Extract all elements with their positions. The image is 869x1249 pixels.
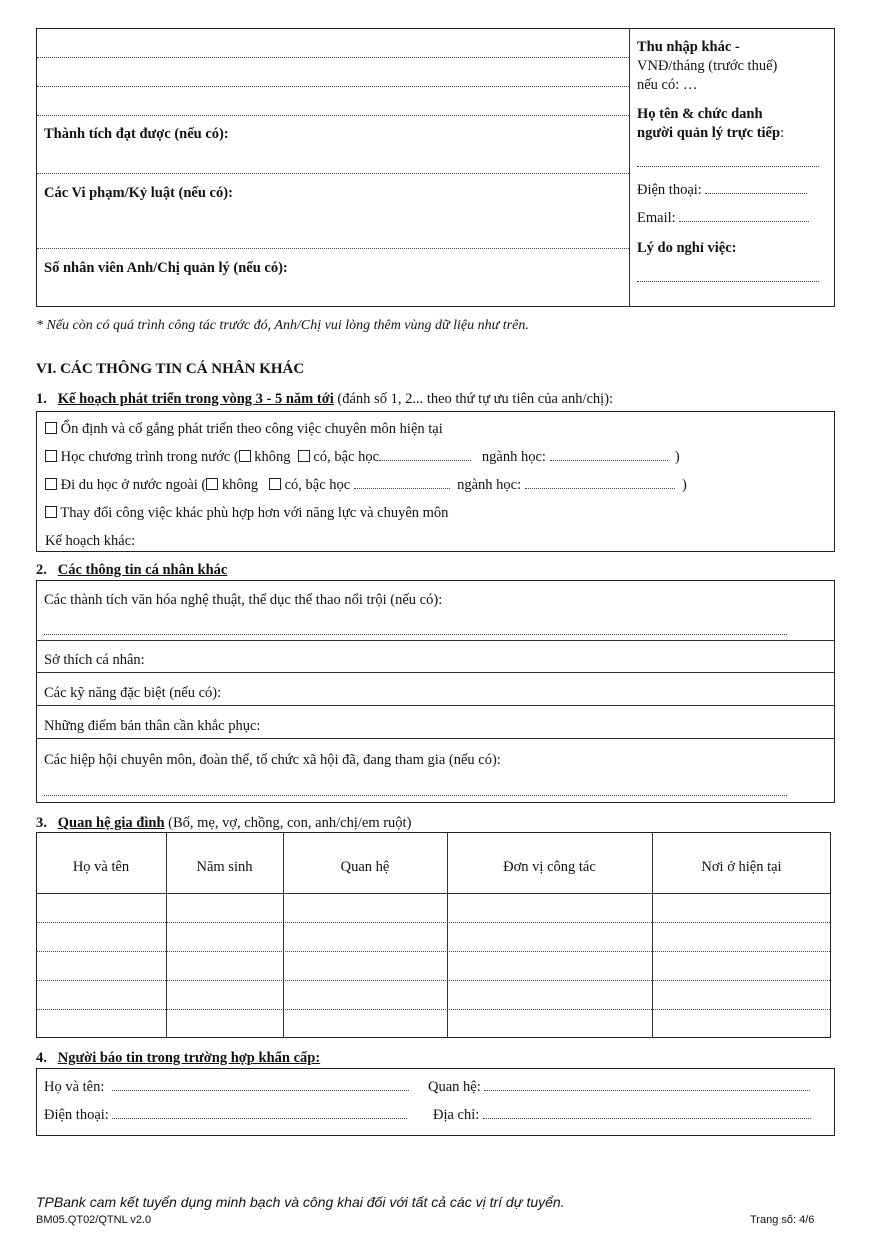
dotted-line <box>37 115 629 116</box>
manager-name-field[interactable] <box>637 166 819 167</box>
other-income-title: Thu nhập khác - <box>637 39 740 55</box>
dotted-line <box>37 86 629 87</box>
improve-label: Những điểm bản thân cần khắc phục: <box>44 718 261 734</box>
plan-other-label: Kế hoạch khác: <box>45 533 136 549</box>
plan-opt1-checkbox[interactable] <box>45 422 57 434</box>
domestic-major-field[interactable] <box>550 450 668 461</box>
dotted-line <box>37 57 629 58</box>
family-row-line <box>37 951 830 952</box>
section-title: VI. CÁC THÔNG TIN CÁ NHÂN KHÁC <box>36 361 305 377</box>
domestic-level-field[interactable] <box>379 450 471 461</box>
emergency-relation-row: Quan hệ: <box>428 1079 810 1096</box>
leave-reason-label: Lý do nghỉ việc: <box>637 240 737 256</box>
plan-option-1: Ổn định và cố gắng phát triển theo công việc chuyên môn hiện tại <box>45 421 443 438</box>
family-heading: 3. Quan hệ gia đình (Bố, mẹ, vợ, chồng, con, anh/chị/em ruột) <box>36 815 412 831</box>
domestic-yes-checkbox[interactable] <box>298 450 310 462</box>
leave-reason-field[interactable] <box>637 281 819 282</box>
family-header-line <box>36 893 831 894</box>
family-col-relation: Quan hệ <box>340 859 390 875</box>
personal-divider <box>36 705 835 706</box>
manager-phone-label: Điện thoại: <box>637 182 807 199</box>
associations-label: Các hiệp hội chuyên môn, đoàn thể, tổ chức xã hội đã, đang tham gia (nếu có): <box>44 752 501 768</box>
abroad-no-checkbox[interactable] <box>206 478 218 490</box>
emergency-name-row: Họ và tên: <box>44 1079 409 1096</box>
plan-opt4-checkbox[interactable] <box>45 506 57 518</box>
family-row-line <box>37 980 830 981</box>
family-col-residence: Nơi ở hiện tại <box>701 859 782 875</box>
dotted-line <box>37 248 629 249</box>
achievements-label: Thành tích đạt được (nếu có): <box>44 126 229 142</box>
plan-option-4: Thay đổi công việc khác phù hợp hơn với năng lực và chuyên môn <box>45 505 448 522</box>
personal-heading: 2. Các thông tin cá nhân khác <box>36 562 228 578</box>
plan-option-3: Đi du học ở nước ngoài ( không có, bậc học ngành học: ) <box>45 477 687 494</box>
family-row-line <box>37 1009 830 1010</box>
emergency-address-row: Địa chỉ: <box>433 1107 811 1124</box>
arts-sports-label: Các thành tích văn hóa nghệ thuật, thể dục thể thao nổi trội (nếu có): <box>44 592 443 608</box>
family-row-line <box>37 922 830 923</box>
associations-field[interactable] <box>44 795 787 796</box>
plan-opt3-checkbox[interactable] <box>45 478 57 490</box>
family-col-birth-year: Năm sinh <box>196 859 253 875</box>
family-col-name: Họ và tên <box>72 859 130 875</box>
emergency-name-field[interactable] <box>112 1080 409 1091</box>
arts-sports-field[interactable] <box>44 634 787 635</box>
emergency-relation-field[interactable] <box>484 1080 810 1091</box>
other-income-unit: VNĐ/tháng (trước thuế) <box>637 58 778 74</box>
manager-phone-field[interactable] <box>705 183 807 194</box>
work-history-divider <box>629 28 630 307</box>
hobbies-label: Sở thích cá nhân: <box>44 652 145 668</box>
family-col-workplace: Đơn vị công tác <box>503 859 596 875</box>
special-skills-label: Các kỹ năng đặc biệt (nếu có): <box>44 685 222 701</box>
violations-label: Các Vi phạm/Kỷ luật (nếu có): <box>44 185 233 201</box>
abroad-yes-checkbox[interactable] <box>269 478 281 490</box>
emergency-address-field[interactable] <box>483 1108 811 1119</box>
emergency-phone-row: Điện thoại: <box>44 1107 407 1124</box>
personal-divider <box>36 640 835 641</box>
plan-opt2-checkbox[interactable] <box>45 450 57 462</box>
personal-divider <box>36 672 835 673</box>
manager-title-line1: Họ tên & chức danh <box>637 106 763 122</box>
staff-managed-label: Số nhân viên Anh/Chị quản lý (nếu có): <box>44 260 288 276</box>
dotted-line <box>37 173 629 174</box>
other-income-ifany: nếu có: … <box>637 77 698 93</box>
note-text: * Nếu còn có quá trình công tác trước đó, Anh/Chị vui lòng thêm vùng dữ liệu như trên. <box>36 318 529 333</box>
footer-page-number: Trang số: 4/6 <box>750 1214 815 1226</box>
manager-title-line2: người quản lý trực tiếp: <box>637 125 785 141</box>
emergency-heading: 4. Người báo tin trong trường hợp khẩn cấp: <box>36 1050 321 1066</box>
plan-option-2: Học chương trình trong nước ( không có, bậc học ngành học: ) <box>45 449 680 466</box>
abroad-major-field[interactable] <box>525 478 675 489</box>
emergency-phone-field[interactable] <box>112 1108 407 1119</box>
footer-form-code: BM05.QT02/QTNL v2.0 <box>36 1214 152 1226</box>
manager-email-field[interactable] <box>679 211 809 222</box>
domestic-no-checkbox[interactable] <box>239 450 251 462</box>
abroad-level-field[interactable] <box>354 478 450 489</box>
plan-heading: 1. Kế hoạch phát triển trong vòng 3 - 5 năm tới (đánh số 1, 2... theo thứ tự ưu tiên của anh/chị): <box>36 391 614 407</box>
footer-commitment: TPBank cam kết tuyển dụng minh bạch và công khai đối với tất cả các vị trí dự tuyển. <box>36 1194 565 1210</box>
personal-divider <box>36 738 835 739</box>
manager-email-label: Email: <box>637 210 809 227</box>
